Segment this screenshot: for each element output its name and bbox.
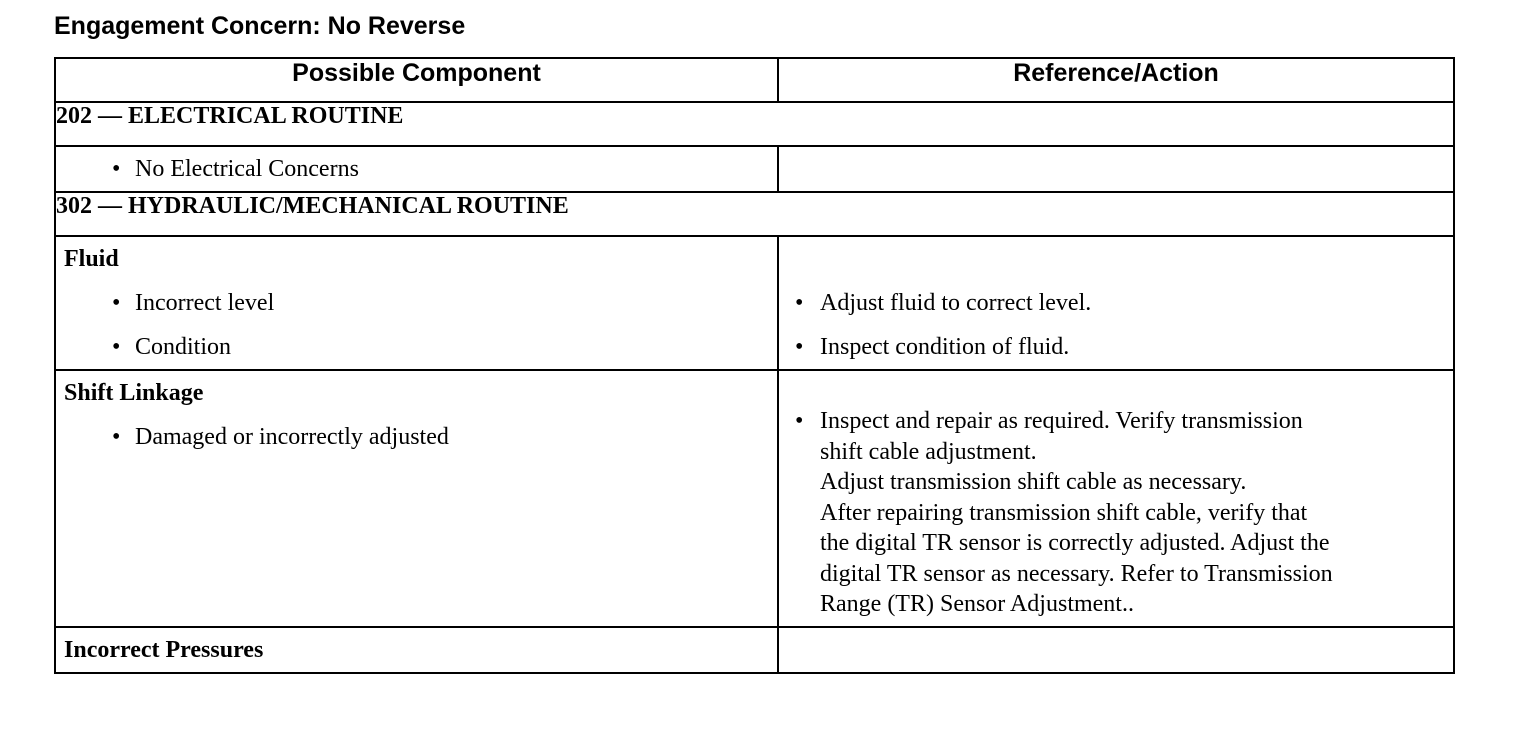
bullet-icon: •	[795, 290, 804, 316]
bullet-icon: •	[112, 334, 121, 360]
bullet-icon: •	[112, 156, 121, 182]
header-reference-action: Reference/Action	[778, 58, 1454, 102]
action-text-line: shift cable adjustment.	[820, 438, 1037, 465]
component-text: Incorrect level	[135, 290, 275, 316]
list-item	[56, 281, 777, 325]
table-row-shift-linkage	[55, 370, 1454, 627]
bullet-icon: •	[112, 290, 121, 316]
component-cell	[55, 236, 778, 370]
section-title-hydraulic: 302 — HYDRAULIC/MECHANICAL ROUTINE	[55, 192, 1454, 236]
component-cell	[55, 370, 778, 627]
list-item	[56, 147, 777, 191]
action-cell	[778, 236, 1454, 370]
section-row-hydraulic	[55, 192, 1454, 236]
bullet-icon: •	[112, 424, 121, 450]
diagnosis-table	[54, 57, 1455, 674]
action-cell	[778, 146, 1454, 192]
action-text-line: After repairing transmission shift cable, verify that	[820, 499, 1308, 526]
action-text: Adjust fluid to correct level.	[820, 290, 1092, 316]
section-title-electrical: 202 — ELECTRICAL ROUTINE	[55, 102, 1454, 146]
group-title-shift-linkage: Shift Linkage	[64, 380, 204, 406]
action-text-line: the digital TR sensor is correctly adjusted. Adjust the	[820, 530, 1330, 556]
action-text-line: Inspect and repair as required. Verify transmission	[820, 408, 1303, 434]
action-cell	[778, 627, 1454, 673]
bullet-icon: •	[795, 408, 804, 434]
group-title-fluid: Fluid	[64, 246, 119, 272]
table-header-row	[55, 58, 1454, 102]
list-item	[56, 325, 777, 369]
group-title-pressures: Incorrect Pressures	[64, 636, 264, 663]
header-possible-component: Possible Component	[55, 58, 778, 102]
list-item	[779, 325, 1453, 369]
page-title: Engagement Concern: No Reverse	[54, 12, 466, 40]
action-text-line: digital TR sensor as necessary. Refer to Transmission	[820, 560, 1333, 587]
list-item	[56, 415, 777, 459]
table-row-pressures	[55, 627, 1454, 673]
action-text-line: Range (TR) Sensor Adjustment..	[820, 591, 1134, 617]
action-cell	[778, 370, 1454, 627]
list-item	[779, 406, 1453, 620]
component-text: No Electrical Concerns	[135, 156, 359, 182]
list-item	[779, 281, 1453, 325]
table-row-fluid	[55, 236, 1454, 370]
section-row-electrical	[55, 102, 1454, 146]
table-row	[55, 146, 1454, 192]
component-cell	[55, 627, 778, 673]
bullet-icon: •	[795, 334, 804, 360]
component-text: Damaged or incorrectly adjusted	[135, 424, 449, 450]
action-text-line: Adjust transmission shift cable as necessary.	[820, 469, 1247, 495]
component-cell	[55, 146, 778, 192]
action-text: Inspect condition of fluid.	[820, 334, 1070, 360]
component-text: Condition	[135, 334, 232, 360]
